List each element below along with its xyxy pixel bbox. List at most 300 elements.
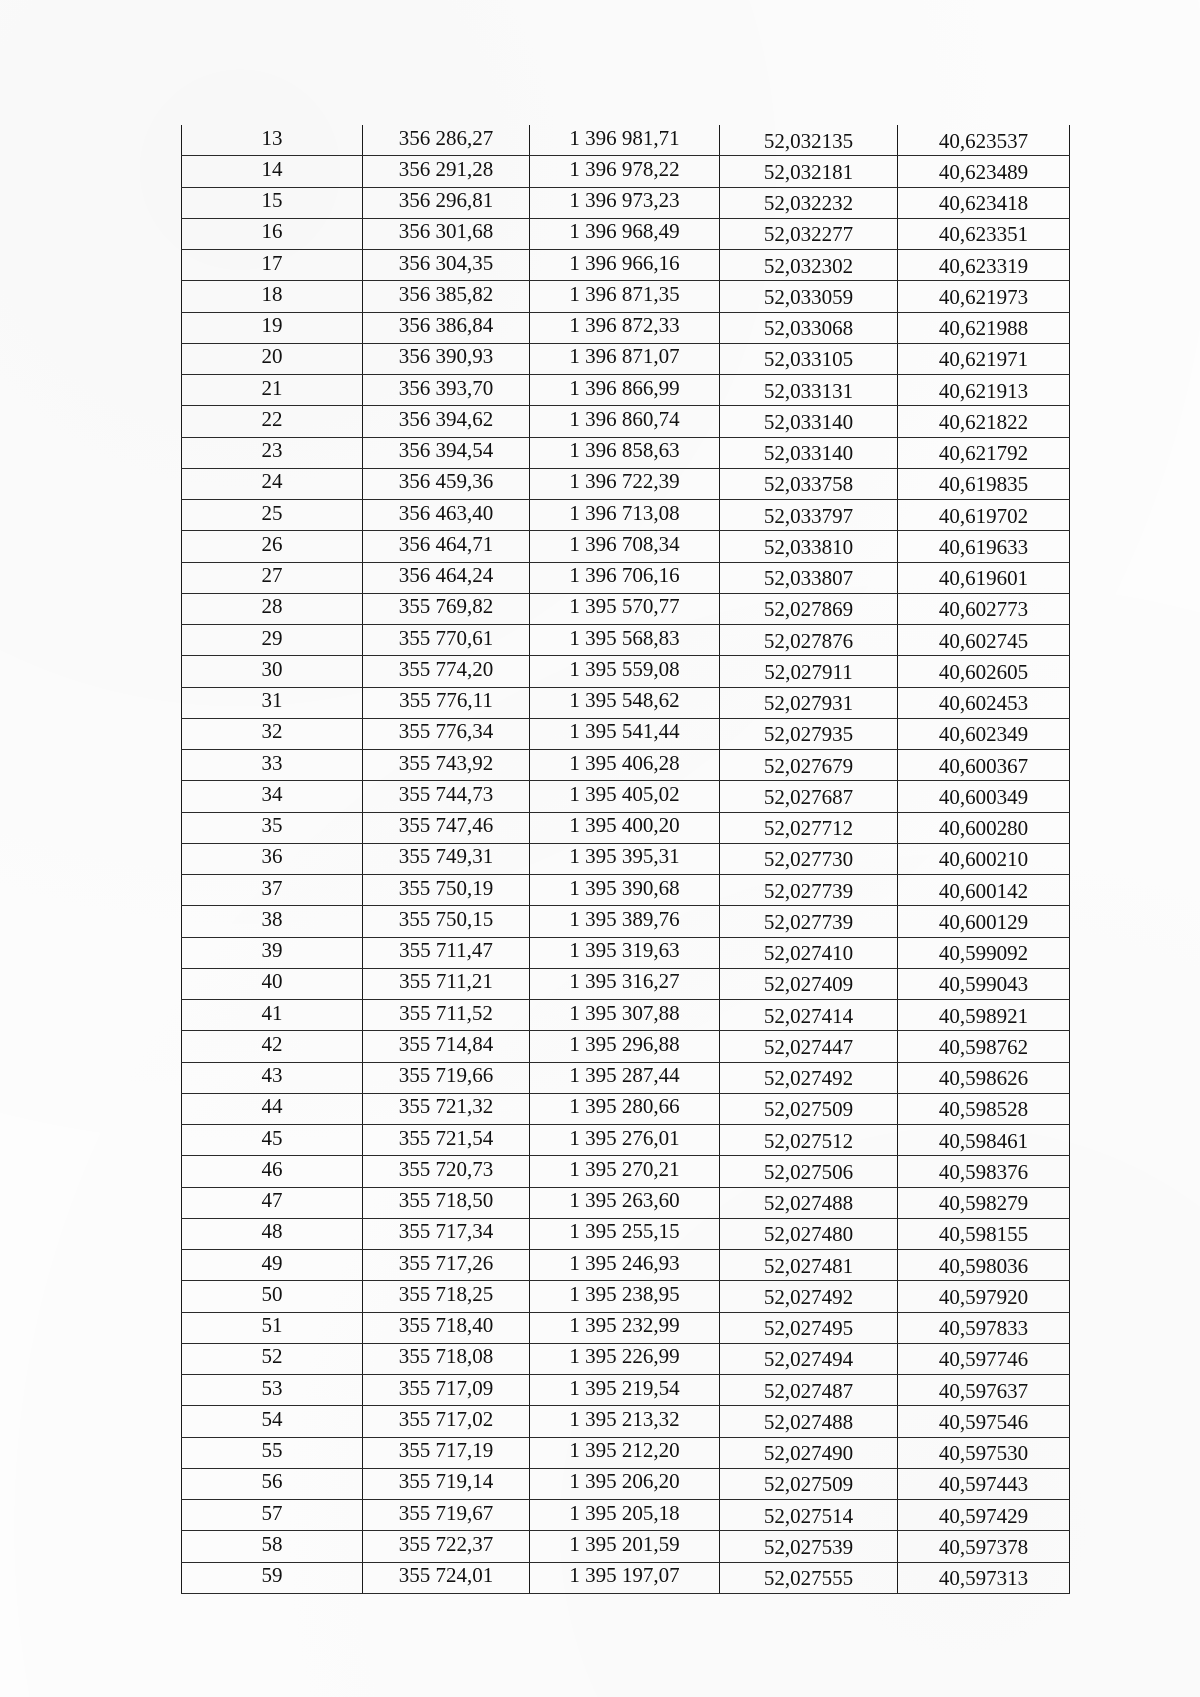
longitude-cell (898, 843, 1070, 874)
cell-text: 41 (261, 1000, 283, 1025)
y-coordinate-cell (530, 750, 720, 781)
cell-text: 23 (261, 438, 283, 463)
point-number-cell (182, 968, 363, 999)
table-row (182, 1218, 1070, 1249)
table-row (182, 968, 1070, 999)
y-coordinate-cell (530, 843, 720, 874)
table-row (182, 1031, 1070, 1062)
point-number-cell (182, 156, 363, 187)
cell-text: 355 717,09 (398, 1375, 494, 1400)
cell-text: 355 719,66 (398, 1063, 494, 1088)
x-coordinate-cell (363, 718, 530, 749)
point-number-cell (182, 875, 363, 906)
table-row (182, 593, 1070, 624)
longitude-cell (898, 312, 1070, 343)
cell-text: 52,027687 (763, 784, 854, 809)
cell-text: 52,027414 (763, 1003, 854, 1028)
table-row (182, 406, 1070, 437)
x-coordinate-cell (363, 156, 530, 187)
cell-text: 1 396 871,07 (569, 344, 680, 369)
cell-text: 1 396 866,99 (569, 375, 680, 400)
cell-text: 52,027931 (763, 691, 854, 716)
latitude-cell (720, 1156, 898, 1187)
cell-text: 1 395 206,20 (569, 1469, 680, 1494)
cell-text: 1 396 713,08 (569, 500, 680, 525)
point-number-cell (182, 312, 363, 343)
table-row (182, 500, 1070, 531)
cell-text: 14 (261, 156, 283, 181)
cell-text: 44 (261, 1094, 283, 1119)
cell-text: 40,598036 (938, 1253, 1029, 1278)
x-coordinate-cell (363, 125, 530, 156)
longitude-cell (898, 125, 1070, 156)
latitude-cell (720, 781, 898, 812)
cell-text: 1 396 708,34 (569, 531, 680, 556)
cell-text: 1 395 559,08 (569, 656, 680, 681)
cell-text: 59 (261, 1563, 283, 1588)
longitude-cell (898, 781, 1070, 812)
table-row (182, 781, 1070, 812)
point-number-cell (182, 843, 363, 874)
x-coordinate-cell (363, 968, 530, 999)
cell-text: 52,027494 (763, 1347, 854, 1372)
point-number-cell (182, 1093, 363, 1124)
point-number-cell (182, 406, 363, 437)
longitude-cell (898, 500, 1070, 531)
table-row (182, 375, 1070, 406)
latitude-cell (720, 500, 898, 531)
latitude-cell (720, 250, 898, 281)
cell-text: 1 395 270,21 (569, 1156, 680, 1181)
cell-text: 54 (261, 1406, 283, 1431)
point-number-cell (182, 1062, 363, 1093)
y-coordinate-cell (530, 1406, 720, 1437)
cell-text: 52,033758 (763, 472, 854, 497)
latitude-cell (720, 281, 898, 312)
cell-text: 40,621913 (938, 378, 1029, 403)
latitude-cell (720, 937, 898, 968)
table-row (182, 750, 1070, 781)
x-coordinate-cell (363, 1406, 530, 1437)
cell-text: 40,598528 (938, 1097, 1029, 1122)
point-number-cell (182, 218, 363, 249)
longitude-cell (898, 1093, 1070, 1124)
table-row (182, 1187, 1070, 1218)
point-number-cell (182, 1406, 363, 1437)
cell-text: 52,027509 (763, 1097, 854, 1122)
longitude-cell (898, 1312, 1070, 1343)
cell-text: 51 (261, 1313, 283, 1338)
point-number-cell (182, 1250, 363, 1281)
cell-text: 52,033807 (763, 566, 854, 591)
point-number-cell (182, 281, 363, 312)
x-coordinate-cell (363, 1125, 530, 1156)
cell-text: 355 717,02 (398, 1406, 494, 1431)
table-row (182, 1156, 1070, 1187)
x-coordinate-cell (363, 1000, 530, 1031)
cell-text: 355 718,25 (398, 1281, 494, 1306)
cell-text: 33 (261, 750, 283, 775)
cell-text: 40,602453 (938, 691, 1029, 716)
x-coordinate-cell (363, 812, 530, 843)
latitude-cell (720, 437, 898, 468)
latitude-cell (720, 1093, 898, 1124)
point-number-cell (182, 187, 363, 218)
table-row (182, 1125, 1070, 1156)
cell-text: 355 770,61 (398, 625, 494, 650)
x-coordinate-cell (363, 1437, 530, 1468)
longitude-cell (898, 1500, 1070, 1531)
point-number-cell (182, 562, 363, 593)
cell-text: 45 (261, 1125, 283, 1150)
x-coordinate-cell (363, 437, 530, 468)
latitude-cell (720, 1218, 898, 1249)
cell-text: 52,027410 (763, 941, 854, 966)
y-coordinate-cell (530, 437, 720, 468)
cell-text: 1 395 287,44 (569, 1063, 680, 1088)
table-row (182, 125, 1070, 156)
cell-text: 1 395 406,28 (569, 750, 680, 775)
x-coordinate-cell (363, 1093, 530, 1124)
y-coordinate-cell (530, 187, 720, 218)
cell-text: 32 (261, 719, 283, 744)
x-coordinate-cell (363, 1281, 530, 1312)
longitude-cell (898, 406, 1070, 437)
cell-text: 1 395 201,59 (569, 1531, 680, 1556)
cell-text: 356 291,28 (398, 156, 494, 181)
cell-text: 355 776,11 (399, 688, 493, 713)
cell-text: 48 (261, 1219, 283, 1244)
x-coordinate-cell (363, 1468, 530, 1499)
cell-text: 40,623319 (938, 253, 1029, 278)
longitude-cell (898, 906, 1070, 937)
cell-text: 40,623351 (938, 222, 1029, 247)
cell-text: 40,598762 (938, 1034, 1029, 1059)
latitude-cell (720, 1375, 898, 1406)
y-coordinate-cell (530, 781, 720, 812)
cell-text: 356 385,82 (398, 281, 494, 306)
x-coordinate-cell (363, 1156, 530, 1187)
cell-text: 355 718,50 (398, 1188, 494, 1213)
cell-text: 356 394,54 (398, 438, 494, 463)
table-row (182, 1093, 1070, 1124)
y-coordinate-cell (530, 812, 720, 843)
cell-text: 40,599092 (938, 941, 1029, 966)
table-row (182, 437, 1070, 468)
y-coordinate-cell (530, 1375, 720, 1406)
table-row (182, 156, 1070, 187)
x-coordinate-cell (363, 500, 530, 531)
cell-text: 26 (261, 531, 283, 556)
cell-text: 1 395 263,60 (569, 1188, 680, 1213)
cell-text: 21 (261, 375, 283, 400)
cell-text: 1 395 389,76 (569, 906, 680, 931)
cell-text: 40,623418 (938, 191, 1029, 216)
latitude-cell (720, 468, 898, 499)
cell-text: 40,621792 (938, 441, 1029, 466)
point-number-cell (182, 250, 363, 281)
cell-text: 1 396 978,22 (569, 156, 680, 181)
cell-text: 1 396 858,63 (569, 438, 680, 463)
cell-text: 49 (261, 1250, 283, 1275)
cell-text: 1 395 405,02 (569, 781, 680, 806)
y-coordinate-cell (530, 937, 720, 968)
latitude-cell (720, 1500, 898, 1531)
point-number-cell (182, 1437, 363, 1468)
table-row (182, 1375, 1070, 1406)
cell-text: 58 (261, 1531, 283, 1556)
table-row (182, 343, 1070, 374)
table-row (182, 1312, 1070, 1343)
cell-text: 355 711,21 (399, 969, 493, 994)
y-coordinate-cell (530, 1031, 720, 1062)
latitude-cell (720, 843, 898, 874)
cell-text: 15 (261, 188, 283, 213)
y-coordinate-cell (530, 1250, 720, 1281)
cell-text: 355 718,08 (398, 1344, 494, 1369)
y-coordinate-cell (530, 968, 720, 999)
point-number-cell (182, 1281, 363, 1312)
point-number-cell (182, 656, 363, 687)
latitude-cell (720, 156, 898, 187)
longitude-cell (898, 687, 1070, 718)
longitude-cell (898, 1531, 1070, 1562)
cell-text: 1 395 541,44 (569, 719, 680, 744)
table-row (182, 906, 1070, 937)
table-row (182, 1468, 1070, 1499)
cell-text: 37 (261, 875, 283, 900)
cell-text: 1 396 706,16 (569, 563, 680, 588)
longitude-cell (898, 1218, 1070, 1249)
cell-text: 20 (261, 344, 283, 369)
cell-text: 40,597530 (938, 1441, 1029, 1466)
x-coordinate-cell (363, 875, 530, 906)
cell-text: 1 396 966,16 (569, 250, 680, 275)
cell-text: 40,602349 (938, 722, 1029, 747)
cell-text: 356 464,71 (398, 531, 494, 556)
longitude-cell (898, 531, 1070, 562)
point-number-cell (182, 125, 363, 156)
y-coordinate-cell (530, 531, 720, 562)
longitude-cell (898, 250, 1070, 281)
point-number-cell (182, 531, 363, 562)
x-coordinate-cell (363, 687, 530, 718)
cell-text: 40,600280 (938, 816, 1029, 841)
cell-text: 52,027555 (763, 1566, 854, 1591)
cell-text: 38 (261, 906, 283, 931)
y-coordinate-cell (530, 1500, 720, 1531)
cell-text: 40,597637 (938, 1378, 1029, 1403)
longitude-cell (898, 281, 1070, 312)
cell-text: 1 396 968,49 (569, 219, 680, 244)
cell-text: 1 396 981,71 (569, 125, 680, 150)
x-coordinate-cell (363, 625, 530, 656)
table-row (182, 687, 1070, 718)
point-number-cell (182, 1000, 363, 1031)
longitude-cell (898, 1375, 1070, 1406)
cell-text: 355 720,73 (398, 1156, 494, 1181)
longitude-cell (898, 1187, 1070, 1218)
latitude-cell (720, 312, 898, 343)
cell-text: 39 (261, 938, 283, 963)
cell-text: 28 (261, 594, 283, 619)
cell-text: 355 744,73 (398, 781, 494, 806)
cell-text: 355 718,40 (398, 1313, 494, 1338)
cell-text: 40,600142 (938, 878, 1029, 903)
point-number-cell (182, 343, 363, 374)
y-coordinate-cell (530, 656, 720, 687)
point-number-cell (182, 937, 363, 968)
cell-text: 29 (261, 625, 283, 650)
latitude-cell (720, 1062, 898, 1093)
cell-text: 1 395 246,93 (569, 1250, 680, 1275)
table-row (182, 312, 1070, 343)
table-row (182, 1343, 1070, 1374)
point-number-cell (182, 1531, 363, 1562)
point-number-cell (182, 1187, 363, 1218)
latitude-cell (720, 531, 898, 562)
cell-text: 355 769,82 (398, 594, 494, 619)
latitude-cell (720, 1031, 898, 1062)
latitude-cell (720, 1468, 898, 1499)
x-coordinate-cell (363, 1187, 530, 1218)
x-coordinate-cell (363, 656, 530, 687)
cell-text: 55 (261, 1438, 283, 1463)
cell-text: 356 286,27 (398, 125, 494, 150)
longitude-cell (898, 1406, 1070, 1437)
table-row (182, 718, 1070, 749)
table-row (182, 250, 1070, 281)
latitude-cell (720, 718, 898, 749)
cell-text: 40,598921 (938, 1003, 1029, 1028)
x-coordinate-cell (363, 1531, 530, 1562)
longitude-cell (898, 968, 1070, 999)
latitude-cell (720, 750, 898, 781)
y-coordinate-cell (530, 625, 720, 656)
latitude-cell (720, 593, 898, 624)
latitude-cell (720, 1281, 898, 1312)
y-coordinate-cell (530, 1343, 720, 1374)
cell-text: 52,027487 (763, 1378, 854, 1403)
latitude-cell (720, 906, 898, 937)
cell-text: 1 395 226,99 (569, 1344, 680, 1369)
point-number-cell (182, 1468, 363, 1499)
cell-text: 40,623537 (938, 128, 1029, 153)
cell-text: 356 301,68 (398, 219, 494, 244)
cell-text: 40,599043 (938, 972, 1029, 997)
point-number-cell (182, 781, 363, 812)
coordinates-table-body (182, 125, 1070, 1593)
cell-text: 22 (261, 406, 283, 431)
longitude-cell (898, 375, 1070, 406)
cell-text: 1 395 219,54 (569, 1375, 680, 1400)
table-row (182, 1562, 1070, 1593)
cell-text: 1 395 319,63 (569, 938, 680, 963)
cell-text: 40,600210 (938, 847, 1029, 872)
cell-text: 40,619601 (938, 566, 1029, 591)
y-coordinate-cell (530, 250, 720, 281)
cell-text: 1 395 390,68 (569, 875, 680, 900)
latitude-cell (720, 187, 898, 218)
latitude-cell (720, 1125, 898, 1156)
cell-text: 40,597443 (938, 1472, 1029, 1497)
table-row (182, 1531, 1070, 1562)
point-number-cell (182, 375, 363, 406)
table-row (182, 1250, 1070, 1281)
cell-text: 40,621973 (938, 284, 1029, 309)
table-row (182, 281, 1070, 312)
x-coordinate-cell (363, 781, 530, 812)
cell-text: 356 394,62 (398, 406, 494, 431)
table-row (182, 187, 1070, 218)
y-coordinate-cell (530, 500, 720, 531)
cell-text: 36 (261, 844, 283, 869)
cell-text: 52,027447 (763, 1034, 854, 1059)
cell-text: 356 296,81 (398, 188, 494, 213)
longitude-cell (898, 343, 1070, 374)
cell-text: 52,033810 (763, 534, 854, 559)
table-row (182, 625, 1070, 656)
y-coordinate-cell (530, 906, 720, 937)
cell-text: 19 (261, 313, 283, 338)
y-coordinate-cell (530, 281, 720, 312)
cell-text: 355 717,19 (398, 1438, 494, 1463)
cell-text: 40,597378 (938, 1534, 1029, 1559)
cell-text: 40,597546 (938, 1409, 1029, 1434)
cell-text: 52,027739 (763, 909, 854, 934)
cell-text: 1 395 276,01 (569, 1125, 680, 1150)
x-coordinate-cell (363, 218, 530, 249)
cell-text: 40,619702 (938, 503, 1029, 528)
longitude-cell (898, 812, 1070, 843)
x-coordinate-cell (363, 375, 530, 406)
cell-text: 1 395 400,20 (569, 813, 680, 838)
x-coordinate-cell (363, 1375, 530, 1406)
y-coordinate-cell (530, 1312, 720, 1343)
point-number-cell (182, 1156, 363, 1187)
x-coordinate-cell (363, 937, 530, 968)
x-coordinate-cell (363, 187, 530, 218)
cell-text: 1 395 307,88 (569, 1000, 680, 1025)
point-number-cell (182, 1312, 363, 1343)
cell-text: 52,027509 (763, 1472, 854, 1497)
x-coordinate-cell (363, 531, 530, 562)
table-row (182, 1000, 1070, 1031)
table-row (182, 937, 1070, 968)
latitude-cell (720, 1343, 898, 1374)
cell-text: 52,027869 (763, 597, 854, 622)
cell-text: 40,600367 (938, 753, 1029, 778)
table-row (182, 1406, 1070, 1437)
cell-text: 40,598155 (938, 1222, 1029, 1247)
cell-text: 1 395 316,27 (569, 969, 680, 994)
y-coordinate-cell (530, 875, 720, 906)
cell-text: 35 (261, 813, 283, 838)
x-coordinate-cell (363, 593, 530, 624)
cell-text: 30 (261, 656, 283, 681)
table-row (182, 1281, 1070, 1312)
longitude-cell (898, 1000, 1070, 1031)
cell-text: 40,598461 (938, 1128, 1029, 1153)
cell-text: 52,027492 (763, 1284, 854, 1309)
point-number-cell (182, 468, 363, 499)
x-coordinate-cell (363, 906, 530, 937)
cell-text: 52,027514 (763, 1503, 854, 1528)
x-coordinate-cell (363, 1031, 530, 1062)
cell-text: 355 717,26 (398, 1250, 494, 1275)
y-coordinate-cell (530, 125, 720, 156)
cell-text: 52,033131 (763, 378, 854, 403)
